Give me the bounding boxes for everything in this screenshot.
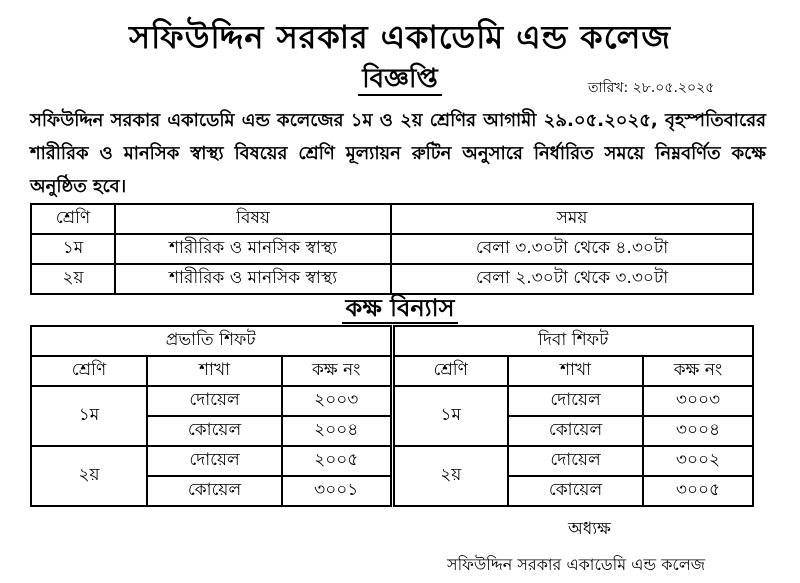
room-section-cell: কোয়েল [147,416,282,446]
room-number-cell: ৩০০১ [282,476,392,506]
room-row [31,446,753,476]
institution-title: সফিউদ্দিন সরকার একাডেমি এন্ড কলেজ [128,18,672,56]
schedule-header-row [31,204,753,234]
morning-shift-header: প্রভাতি শিফট [31,326,392,356]
room-layout-heading-text: কক্ষ বিন্যাস [342,294,459,324]
room-class-cell: ২য় [31,446,147,506]
schedule-cell: শারীরিক ও মানসিক স্বাস্থ্য [115,264,391,294]
notice-date: তারিখ: ২৮.০৫.২০২৫ [588,80,715,96]
room-class-cell: ২য় [392,446,508,506]
schedule-cell: ২য় [31,264,115,294]
room-header-cell: কক্ষ নং [643,356,753,386]
room-header-cell: শ্রেণি [392,356,508,386]
room-number-cell: ২০০৫ [282,446,392,476]
room-row [31,386,753,416]
room-header-cell: শাখা [508,356,643,386]
room-number-cell: ২০০৪ [282,416,392,446]
room-header-cell: শ্রেণি [31,356,147,386]
room-table [30,325,754,507]
room-section-cell: দোয়েল [508,386,643,416]
room-number-cell: ৩০০৫ [643,476,753,506]
room-class-cell: ১ম [31,386,147,446]
room-section-cell: দোয়েল [147,446,282,476]
schedule-cell: শারীরিক ও মানসিক স্বাস্থ্য [115,234,391,264]
schedule-table [30,203,754,295]
schedule-cell: বেলা ২.৩০টা থেকে ৩.৩০টা [391,264,753,294]
room-layout-heading [0,290,800,330]
schedule-header-cell: বিষয় [115,204,391,234]
room-number-cell: ২০০৩ [282,386,392,416]
room-number-cell: ৩০০২ [643,446,753,476]
room-section-cell: দোয়েল [147,386,282,416]
room-header-cell: শাখা [147,356,282,386]
principal-signature: অধ্যক্ষ [568,519,611,539]
room-column-header-row [31,356,753,386]
room-section-cell: কোয়েল [147,476,282,506]
notice-body: সফিউদ্দিন সরকার একাডেমি এন্ড কলেজের ১ম ও ২য় শ্রেণির আগামী ২৯.০৫.২০২৫, বৃহস্পতিবারের শারীরিক ও মানসিক স্বাস্থ্য বিষয়ের শ্রেণি মূল্যায়ন রুটিন অনুসারে নির্ধারিত সময়ে নিম্নবর্ণিত কক্ষে অনুষ্ঠিত হবে। [30,110,766,197]
schedule-row [31,234,753,264]
room-number-cell: ৩০০৪ [643,416,753,446]
room-section-cell: কোয়েল [508,476,643,506]
room-section-cell: দোয়েল [508,446,643,476]
notice-heading-text: বিজ্ঞপ্তি [358,64,442,96]
schedule-cell: বেলা ৩.৩০টা থেকে ৪.৩০টা [391,234,753,264]
schedule-header-cell: সময় [391,204,753,234]
footer-institution: সফিউদ্দিন সরকার একাডেমি এন্ড কলেজ [447,555,706,574]
day-shift-header: দিবা শিফট [392,326,753,356]
schedule-cell: ১ম [31,234,115,264]
room-section-cell: কোয়েল [508,416,643,446]
shift-header-row [31,326,753,356]
room-header-cell: কক্ষ নং [282,356,392,386]
room-class-cell: ১ম [392,386,508,446]
schedule-header-cell: শ্রেণি [31,204,115,234]
room-number-cell: ৩০০৩ [643,386,753,416]
